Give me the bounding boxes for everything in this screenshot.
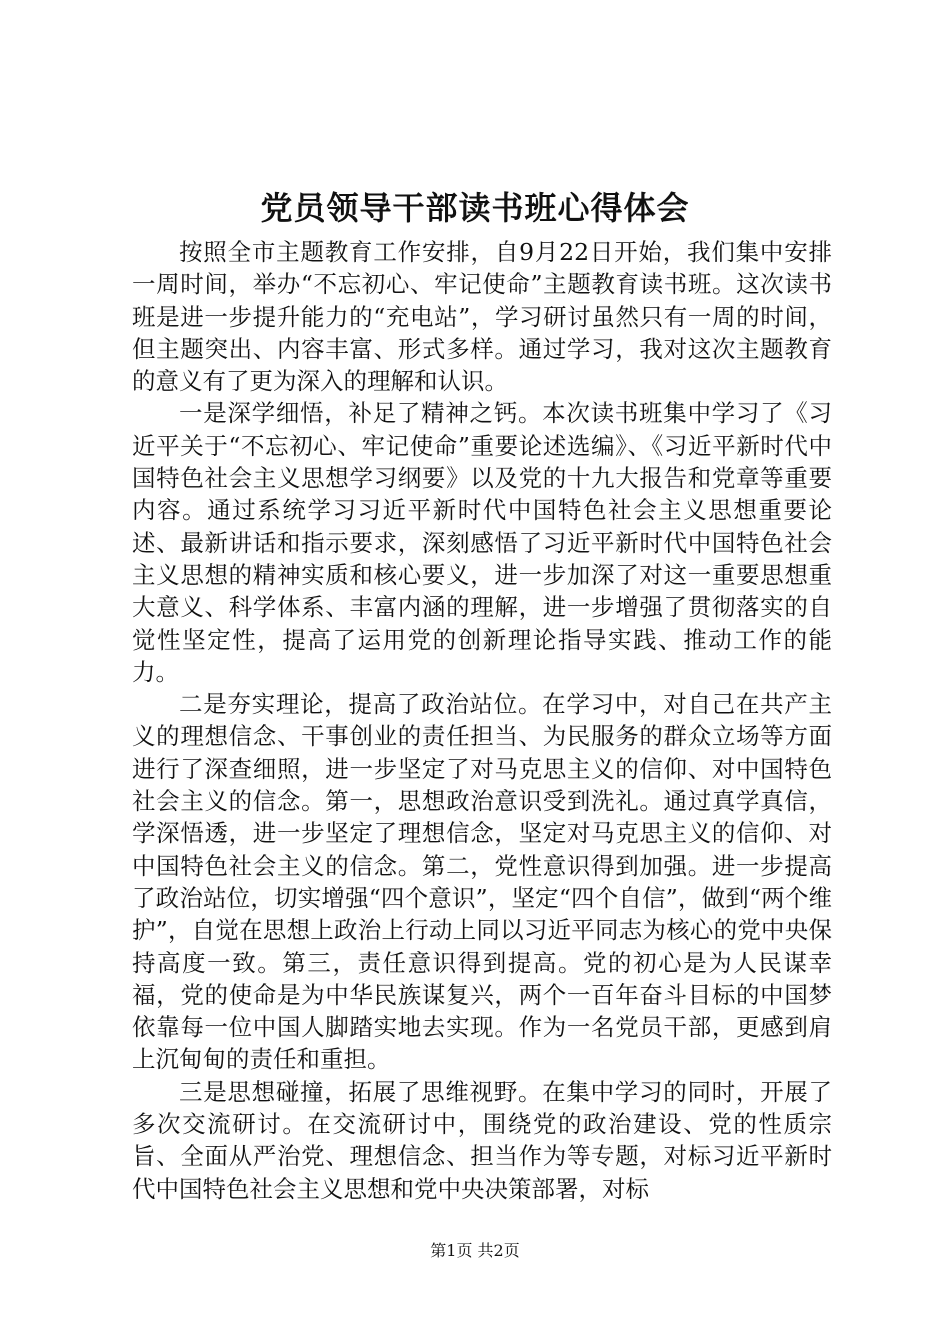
paragraph-point-two: 二是夯实理论，提高了政治站位。在学习中，对自己在共产主义的理想信念、干事创业的责任担当、为民服务的群众立场等方面进行了深查细照，进一步坚定了对马克思主义的信仰、对中国特色社会主义的信念。第一，思想政治意识受到洗礼。通过真学真信，学深悟透，进一步坚定了理想信念，坚定对马克思主义的信仰、对中国特色社会主义的信念。第二，党性意识得到加强。进一步提高了政治站位，切实增强“四个意识”，坚定“四个自信”，做到“两个维护”，自觉在思想上政治上行动上同以习近平同志为核心的党中央保持高度一致。第三，责任意识得到提高。党的初心是为人民谋幸福，党的使命是为中华民族谋复兴，两个一百年奋斗目标的中国梦依靠每一位中国人脚踏实地去实现。作为一名党员干部，更感到肩上沉甸甸的责任和重担。	[132, 690, 832, 1074]
document-title: 党员领导干部读书班心得体会	[260, 189, 690, 227]
document-body	[132, 236, 832, 1205]
paragraph-point-one: 一是深学细悟，补足了精神之钙。本次读书班集中学习了《习近平关于“不忘初心、牢记使命”重要论述选编》、《习近平新时代中国特色社会主义思想学习纲要》以及党的十九大报告和党章等重要内容。通过系统学习习近平新时代中国特色社会主义思想重要论述、最新讲话和指示要求，深刻感悟了习近平新时代中国特色社会主义思想的精神实质和核心要义，进一步加深了对这一重要思想重大意义、科学体系、丰富内涵的理解，进一步增强了贯彻落实的自觉性坚定性，提高了运用党的创新理论指导实践、推动工作的能力。	[132, 399, 832, 686]
paragraph-intro: 按照全市主题教育工作安排，自9月22日开始，我们集中安排一周时间，举办“不忘初心、牢记使命”主题教育读书班。这次读书班是进一步提升能力的“充电站”，学习研讨虽然只有一周的时间，但主题突出、内容丰富、形式多样。通过学习，我对这次主题教育的意义有了更为深入的理解和认识。	[132, 238, 832, 396]
page-footer: 第1页 共2页	[430, 1241, 520, 1260]
paragraph-point-three: 三是思想碰撞，拓展了思维视野。在集中学习的同时，开展了多次交流研讨。在交流研讨中，围绕党的政治建设、党的性质宗旨、全面从严治党、理想信念、担当作为等专题，对标习近平新时代中国特色社会主义思想和党中央决策部署，对标	[132, 1077, 832, 1203]
